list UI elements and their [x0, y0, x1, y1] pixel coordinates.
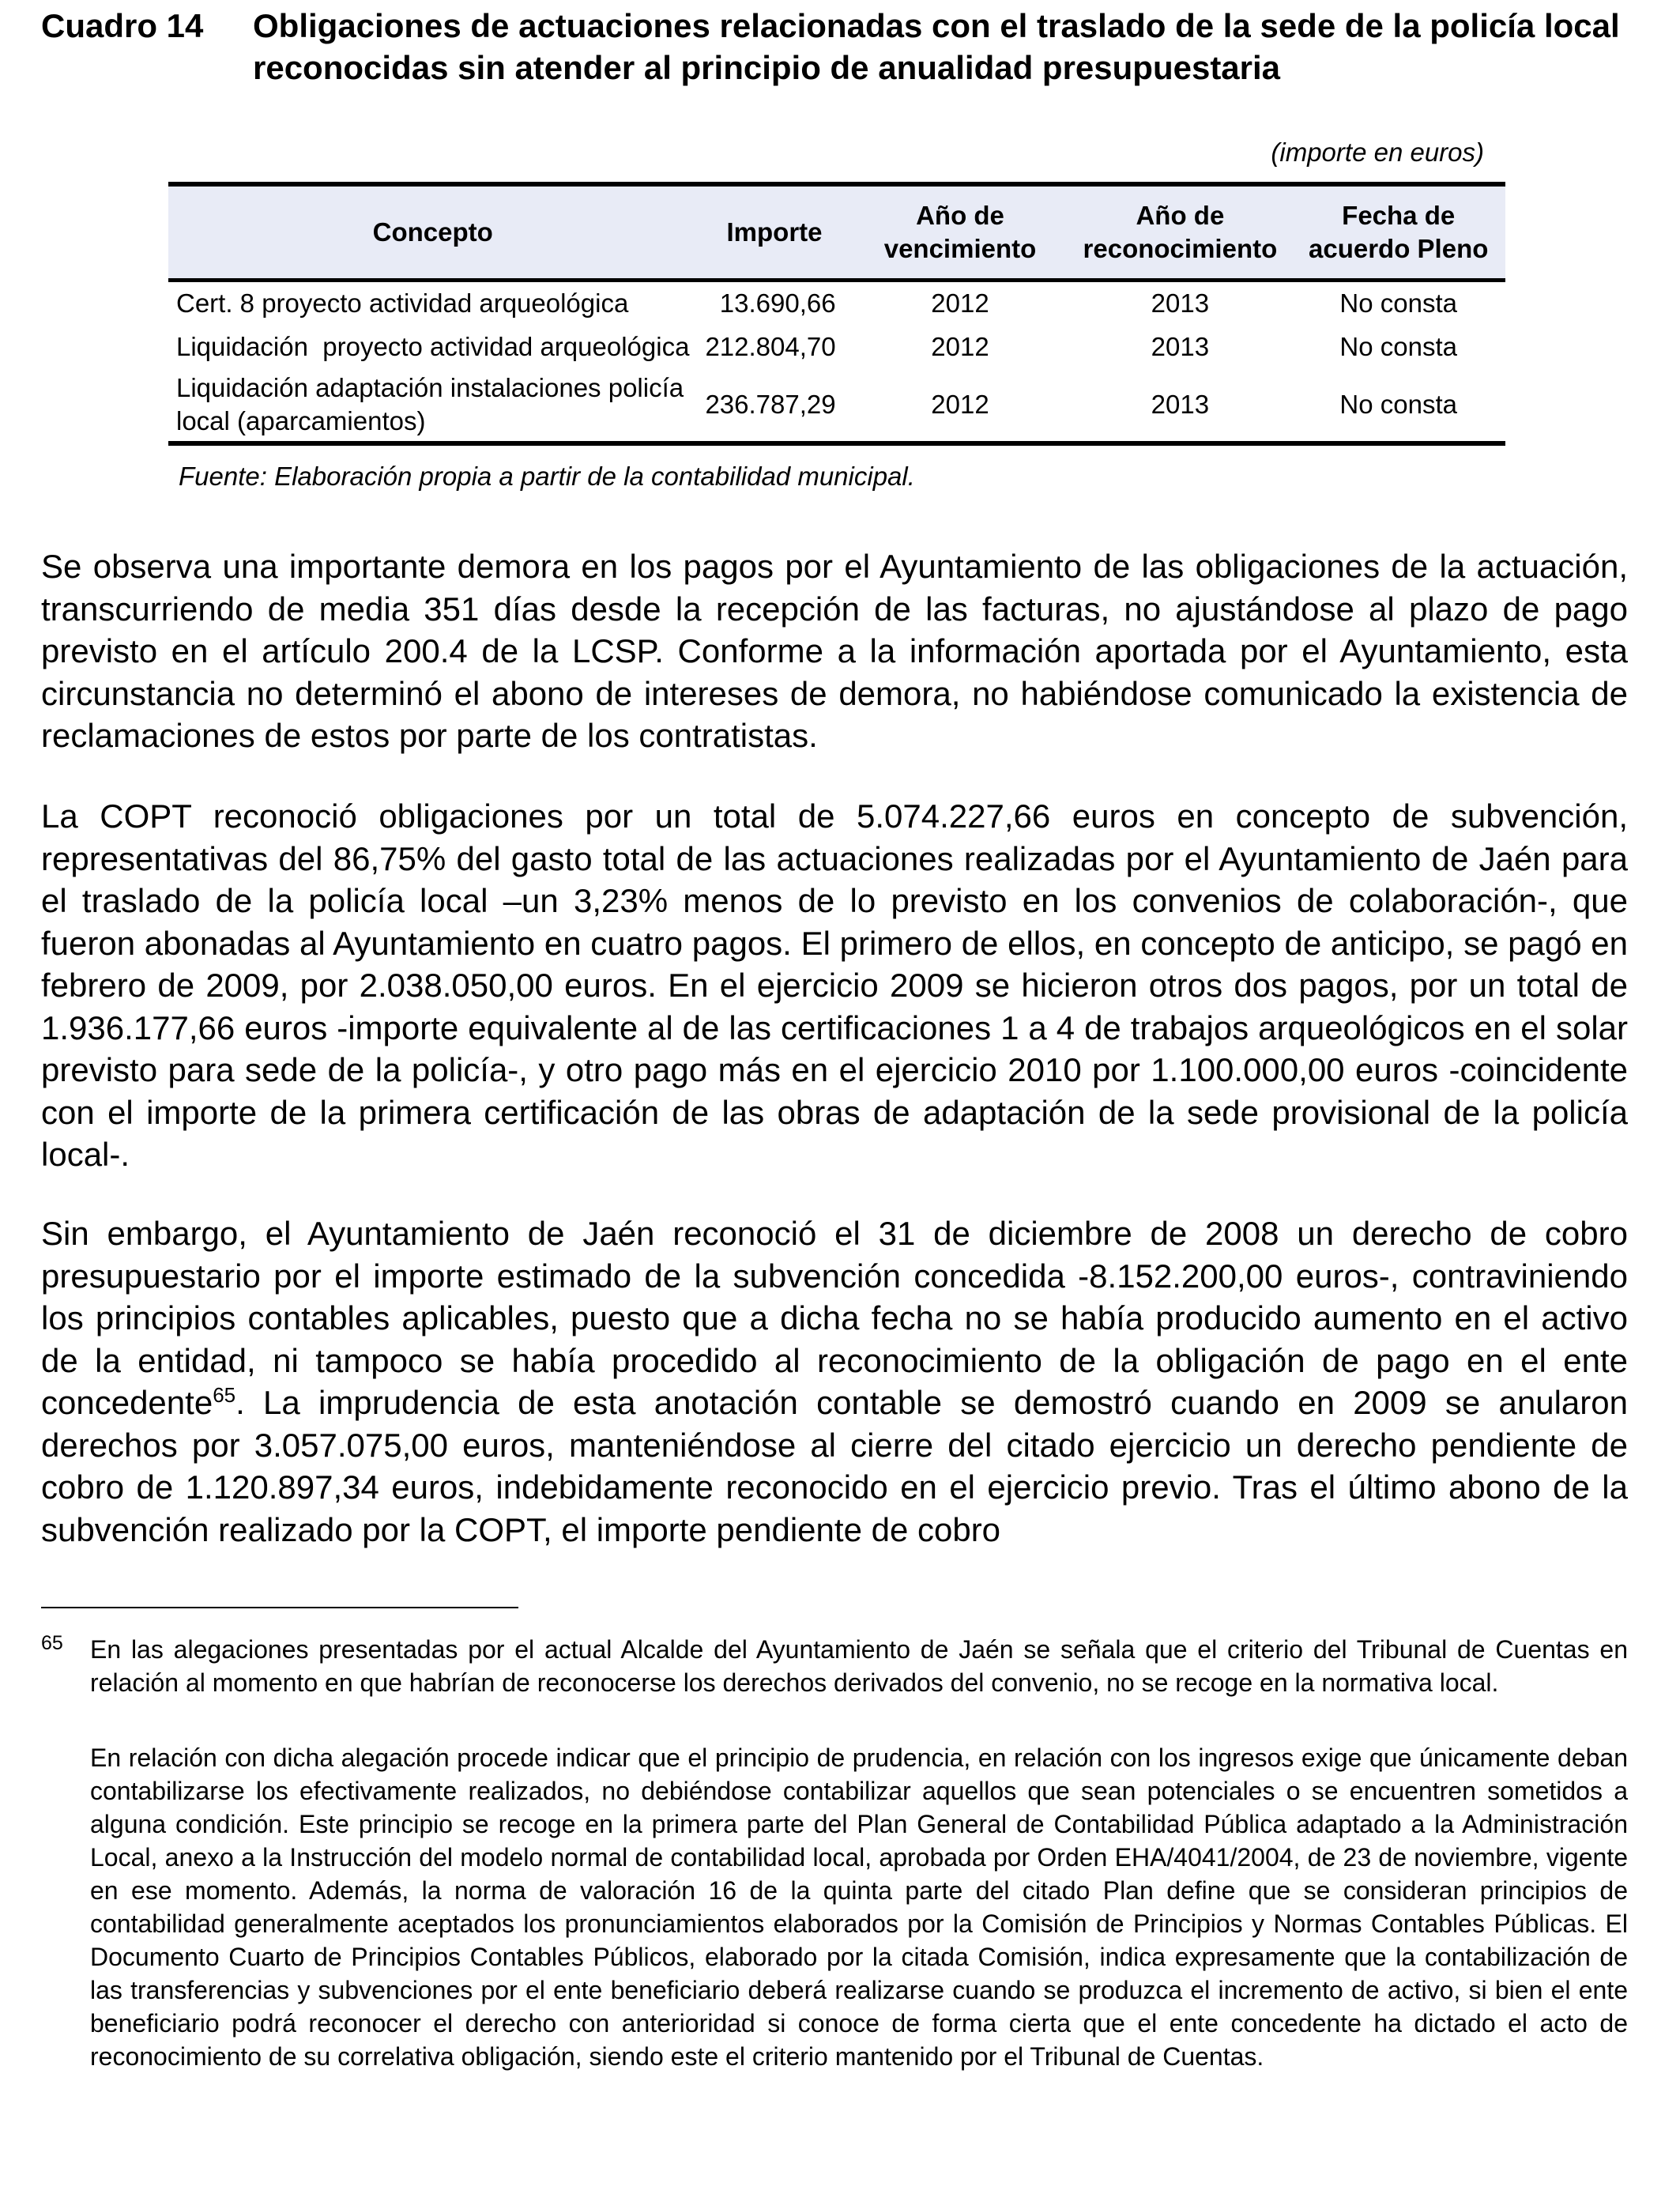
header-ano-reconocimiento: Año de reconocimiento [1068, 184, 1291, 281]
body-paragraph: Se observa una importante demora en los pagos por el Ayuntamiento de las obligaciones de la actuación, transcurriendo de media 351 días desde la recepción de las facturas, no ajustándose al plazo de pago previsto en el artículo 200.4 de la LCSP. Conforme a la información aportada por el Ayuntamiento, esta circunstancia no determinó el abono de intereses de demora, no habiéndose comunicado la existencia de reclamaciones de estos por parte de los contratistas. [41, 548, 1628, 754]
table-row [168, 325, 1505, 369]
header-ano-vencimiento: Año de vencimiento [852, 184, 1069, 281]
header-concepto: Concepto [168, 184, 697, 281]
footnote-text: En relación con dicha alegación procede indicar que el principio de prudencia, en relación con los ingresos exige que únicamente deban contabilizarse los efectivamente realizados, no debiéndose contabilizar aquellos que sean potenciales o se encuentren sometidos a alguna condición. Este principio se recoge en la primera parte del Plan General de Contabilidad Pública adaptado a la Administración Local, anexo a la Instrucción del modelo normal de contabilidad local, aprobada por Orden EHA/4041/2004, de 23 de noviembre, vigente en ese momento. Además, la norma de valoración 16 de la quinta parte del citado Plan define que se consideran principios de contabilidad generalmente aceptados los pronunciamientos elaborados por la Comisión de Principios y Normas Contables Públicas. El Documento Cuarto de Principios Contables Públicos, elaborado por la citada Comisión, indica expresamente que la contabilización de las transferencias y subvenciones por el ente beneficiario deberá realizarse cuando se produzca el incremento de activo, si bien el ente beneficiario podrá reconocer el derecho con anterioridad si conoce de forma cierta que el ente concedente ha dictado el acto de reconocimiento de su correlativa obligación, siendo este el criterio mantenido por el Tribunal de Cuentas. [90, 1744, 1628, 2071]
table-row [168, 281, 1505, 325]
header-importe: Importe [697, 184, 851, 281]
paragraph-text-after-ref: . La imprudencia de esta anotación contable se demostró cuando en 2009 se anularon derechos por 3.057.075,00 euros, manteniéndose al cierre del citado ejercicio un derecho pendiente de cobro de 1.120.897,34 euros, indebidamente reconocido en el ejercicio previo. Tras el último abono de la subvención realizado por la COPT, el importe pendiente de cobro [41, 1384, 1628, 1548]
units-note: (importe en euros) [1271, 138, 1484, 167]
paragraph-text-before-ref: Sin embargo, el Ayuntamiento de Jaén reconoció el 31 de diciembre de 2008 un derecho de cobro presupuestario por el importe estimado de la subvención concedida -8.152.200,00 euros-, contraviniendo los principios contables aplicables, puesto que a dicha fecha no se había producido aumento en el activo de la entidad, ni tampoco se había procedido al reconocimiento de la obligación de pago en el ente concedente [41, 1215, 1628, 1421]
cell-concepto: Cert. 8 proyecto actividad arqueológica [176, 288, 629, 318]
cell-fecha-acuerdo: No consta [1291, 369, 1505, 443]
cell-concepto: Liquidación adaptación instalaciones policía local (aparcamientos) [168, 369, 697, 443]
cell-ano-reconocimiento: 2013 [1068, 369, 1291, 443]
body-paragraph: La COPT reconoció obligaciones por un total de 5.074.227,66 euros en concepto de subvención, representativas del 86,75% del gasto total de las actuaciones realizadas por el Ayuntamiento de Jaén para el traslado de la policía local –un 3,23% menos de lo previsto en los convenios de colaboración-, que fueron abonadas al Ayuntamiento en cuatro pagos. El primero de ellos, en concepto de anticipo, se pagó en febrero de 2009, por 2.038.050,00 euros. En el ejercicio 2009 se hicieron otros dos pagos, por un total de 1.936.177,66 euros -importe equivalente al de las certificaciones 1 a 4 de trabajos arqueológicos en el solar previsto para sede de la policía-, y otro pago más en el ejercicio 2010 por 1.100.000,00 euros -coincidente con el importe de la primera certificación de las obras de adaptación de la sede provisional de la policía local-. [41, 797, 1628, 1173]
cell-importe: 236.787,29 [697, 369, 851, 443]
caption-number: Cuadro 14 [41, 7, 204, 44]
table-header-row [168, 184, 1505, 281]
footnote-reference[interactable]: 65 [213, 1383, 236, 1407]
footnote-separator [41, 1607, 518, 1608]
cell-ano-vencimiento: 2012 [931, 288, 989, 318]
cell-fecha-acuerdo: No consta [1339, 288, 1457, 318]
cell-fecha-acuerdo: No consta [1339, 331, 1457, 361]
cell-concepto: Liquidación proyecto actividad arqueológica [176, 331, 690, 361]
table-source-note: Fuente: Elaboración propia a partir de la contabilidad municipal. [179, 462, 915, 491]
footnote-continuation [41, 1741, 1628, 2073]
footnote-text: En las alegaciones presentadas por el actual Alcalde del Ayuntamiento de Jaén se señala que el criterio del Tribunal de Cuentas en relación al momento en que habrían de reconocerse los derechos derivados del convenio, no se recoge en la normativa local. [90, 1635, 1628, 1697]
footnote [41, 1633, 1628, 1699]
caption-title: Obligaciones de actuaciones relacionadas con el traslado de la sede de la policía local reconocidas sin atender al principio de anualidad presupuestaria [253, 7, 1620, 86]
header-fecha-acuerdo-pleno: Fecha de acuerdo Pleno [1291, 184, 1505, 281]
cell-ano-reconocimiento: 2013 [1151, 331, 1210, 361]
cell-importe: 212.804,70 [705, 331, 836, 361]
obligations-table [168, 182, 1505, 446]
table-caption [41, 5, 1637, 89]
cell-ano-reconocimiento: 2013 [1151, 288, 1210, 318]
body-paragraph-with-footnote [41, 1212, 1628, 1551]
cell-ano-vencimiento: 2012 [852, 369, 1069, 443]
cell-importe: 13.690,66 [719, 288, 836, 318]
table-row [168, 369, 1505, 443]
cell-ano-vencimiento: 2012 [931, 331, 989, 361]
footnote-number: 65 [41, 1632, 63, 1654]
